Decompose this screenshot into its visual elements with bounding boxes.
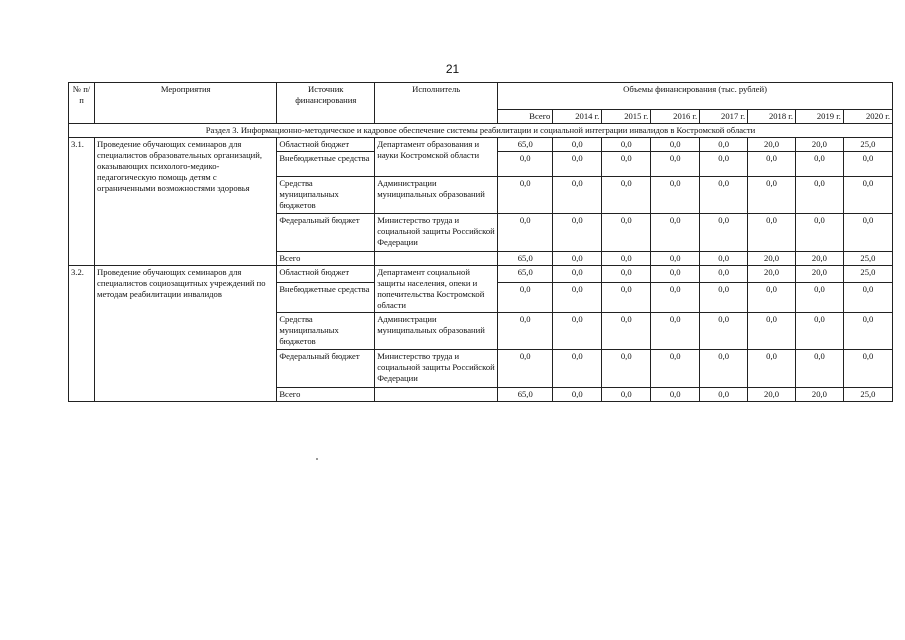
- funding-value: 0,0: [843, 152, 892, 177]
- section-title: Раздел 3. Информационно-методическое и кадровое обеспечение системы реабилитации и социальной интеграции инвалидов в Костромской области: [69, 124, 893, 138]
- executor: [375, 388, 498, 402]
- section-row: [69, 124, 893, 138]
- funding-value: 20,0: [748, 388, 796, 402]
- header-row: [69, 83, 893, 110]
- executor: Администрации муниципальных образований: [375, 177, 498, 214]
- funding-value: 0,0: [553, 214, 602, 252]
- funding-value: 0,0: [651, 138, 700, 152]
- funding-source: Федеральный бюджет: [277, 350, 375, 388]
- funding-value: 0,0: [748, 313, 796, 350]
- funding-value: 0,0: [700, 138, 748, 152]
- funding-value: 0,0: [796, 152, 844, 177]
- funding-value: 0,0: [651, 313, 700, 350]
- funding-value: 0,0: [553, 313, 602, 350]
- funding-source: Всего: [277, 252, 375, 266]
- funding-value: 0,0: [498, 177, 553, 214]
- year-header: 2020 г.: [843, 110, 892, 124]
- executor: Департамент социальной защиты населения, опеки и попечительства Костромской области: [375, 266, 498, 313]
- funding-value: 0,0: [796, 313, 844, 350]
- header-source: Источник финансирования: [277, 83, 375, 124]
- financing-table: [68, 82, 893, 402]
- funding-source: Средства муниципальных бюджетов: [277, 177, 375, 214]
- funding-value: 0,0: [748, 152, 796, 177]
- funding-value: 0,0: [553, 177, 602, 214]
- header-executor: Исполнитель: [375, 83, 498, 124]
- item-number: 3.1.: [69, 138, 95, 266]
- funding-value: 0,0: [748, 282, 796, 312]
- funding-value: 25,0: [843, 388, 892, 402]
- funding-value: 0,0: [843, 177, 892, 214]
- year-header: 2015 г.: [602, 110, 651, 124]
- scan-speck: [316, 458, 318, 460]
- year-header: Всего: [498, 110, 553, 124]
- page-number: 21: [445, 62, 460, 76]
- funding-value: 0,0: [602, 177, 651, 214]
- year-header: 2018 г.: [748, 110, 796, 124]
- header-event: Мероприятия: [95, 83, 277, 124]
- funding-value: 0,0: [553, 350, 602, 388]
- header-num: № п/п: [69, 83, 95, 124]
- funding-value: 0,0: [651, 266, 700, 283]
- funding-value: 0,0: [553, 266, 602, 283]
- funding-value: 0,0: [700, 152, 748, 177]
- table-row: [69, 266, 893, 283]
- funding-value: 25,0: [843, 266, 892, 283]
- funding-value: 0,0: [553, 282, 602, 312]
- funding-value: 0,0: [602, 214, 651, 252]
- funding-value: 20,0: [748, 252, 796, 266]
- funding-source: Средства муниципальных бюджетов: [277, 313, 375, 350]
- funding-value: 0,0: [700, 282, 748, 312]
- funding-source: Федеральный бюджет: [277, 214, 375, 252]
- funding-value: 0,0: [651, 282, 700, 312]
- funding-value: 65,0: [498, 252, 553, 266]
- funding-value: 0,0: [553, 388, 602, 402]
- funding-value: 25,0: [843, 138, 892, 152]
- funding-value: 0,0: [651, 214, 700, 252]
- funding-value: 0,0: [843, 313, 892, 350]
- funding-value: 0,0: [796, 214, 844, 252]
- funding-value: 0,0: [553, 252, 602, 266]
- funding-value: 65,0: [498, 388, 553, 402]
- funding-value: 0,0: [796, 350, 844, 388]
- funding-value: 0,0: [651, 177, 700, 214]
- funding-value: 0,0: [651, 252, 700, 266]
- funding-value: 0,0: [498, 313, 553, 350]
- funding-value: 0,0: [602, 388, 651, 402]
- item-number: 3.2.: [69, 266, 95, 402]
- funding-value: 0,0: [602, 313, 651, 350]
- funding-value: 0,0: [498, 214, 553, 252]
- funding-value: 20,0: [748, 266, 796, 283]
- funding-value: 0,0: [700, 177, 748, 214]
- funding-source: Внебюджетные средства: [277, 282, 375, 312]
- funding-value: 20,0: [796, 388, 844, 402]
- funding-value: 0,0: [651, 350, 700, 388]
- funding-value: 0,0: [602, 152, 651, 177]
- funding-value: 0,0: [843, 282, 892, 312]
- executor: Министерство труда и социальной защиты Российской Федерации: [375, 350, 498, 388]
- funding-value: 0,0: [602, 350, 651, 388]
- funding-value: 0,0: [748, 350, 796, 388]
- executor: Министерство труда и социальной защиты Российской Федерации: [375, 214, 498, 252]
- funding-value: 0,0: [700, 388, 748, 402]
- funding-value: 0,0: [700, 214, 748, 252]
- funding-value: 0,0: [843, 350, 892, 388]
- funding-value: 0,0: [843, 214, 892, 252]
- funding-value: 0,0: [796, 282, 844, 312]
- funding-source: Всего: [277, 388, 375, 402]
- funding-value: 0,0: [651, 388, 700, 402]
- executor: Департамент образования и науки Костромской области: [375, 138, 498, 177]
- funding-value: 0,0: [700, 266, 748, 283]
- executor: [375, 252, 498, 266]
- funding-value: 0,0: [700, 313, 748, 350]
- funding-value: 0,0: [700, 350, 748, 388]
- funding-value: 0,0: [602, 266, 651, 283]
- funding-value: 0,0: [498, 350, 553, 388]
- funding-value: 0,0: [748, 177, 796, 214]
- funding-value: 0,0: [602, 252, 651, 266]
- funding-value: 65,0: [498, 266, 553, 283]
- year-header: 2019 г.: [796, 110, 844, 124]
- funding-value: 65,0: [498, 138, 553, 152]
- funding-value: 0,0: [651, 152, 700, 177]
- funding-value: 0,0: [498, 282, 553, 312]
- year-header: 2016 г.: [651, 110, 700, 124]
- funding-value: 25,0: [843, 252, 892, 266]
- funding-source: Областной бюджет: [277, 266, 375, 283]
- funding-value: 0,0: [553, 152, 602, 177]
- funding-source: Внебюджетные средства: [277, 152, 375, 177]
- funding-value: 0,0: [748, 214, 796, 252]
- header-funding: Объемы финансирования (тыс. рублей): [498, 83, 893, 110]
- funding-source: Областной бюджет: [277, 138, 375, 152]
- funding-value: 0,0: [796, 177, 844, 214]
- item-title: Проведение обучающих семинаров для специалистов социозащитных учреждений по методам реабилитации инвалидов: [95, 266, 277, 402]
- funding-value: 0,0: [602, 282, 651, 312]
- table-row: [69, 138, 893, 152]
- funding-value: 0,0: [553, 138, 602, 152]
- year-header: 2014 г.: [553, 110, 602, 124]
- funding-value: 20,0: [796, 138, 844, 152]
- year-header: 2017 г.: [700, 110, 748, 124]
- funding-value: 20,0: [748, 138, 796, 152]
- item-title: Проведение обучающих семинаров для специалистов образовательных организаций, оказывающих психолого-медико-педагогическую помощь детям с ограниченными возможностями здоровья: [95, 138, 277, 266]
- funding-value: 20,0: [796, 266, 844, 283]
- funding-value: 20,0: [796, 252, 844, 266]
- executor: Администрации муниципальных образований: [375, 313, 498, 350]
- funding-value: 0,0: [700, 252, 748, 266]
- funding-value: 0,0: [498, 152, 553, 177]
- funding-value: 0,0: [602, 138, 651, 152]
